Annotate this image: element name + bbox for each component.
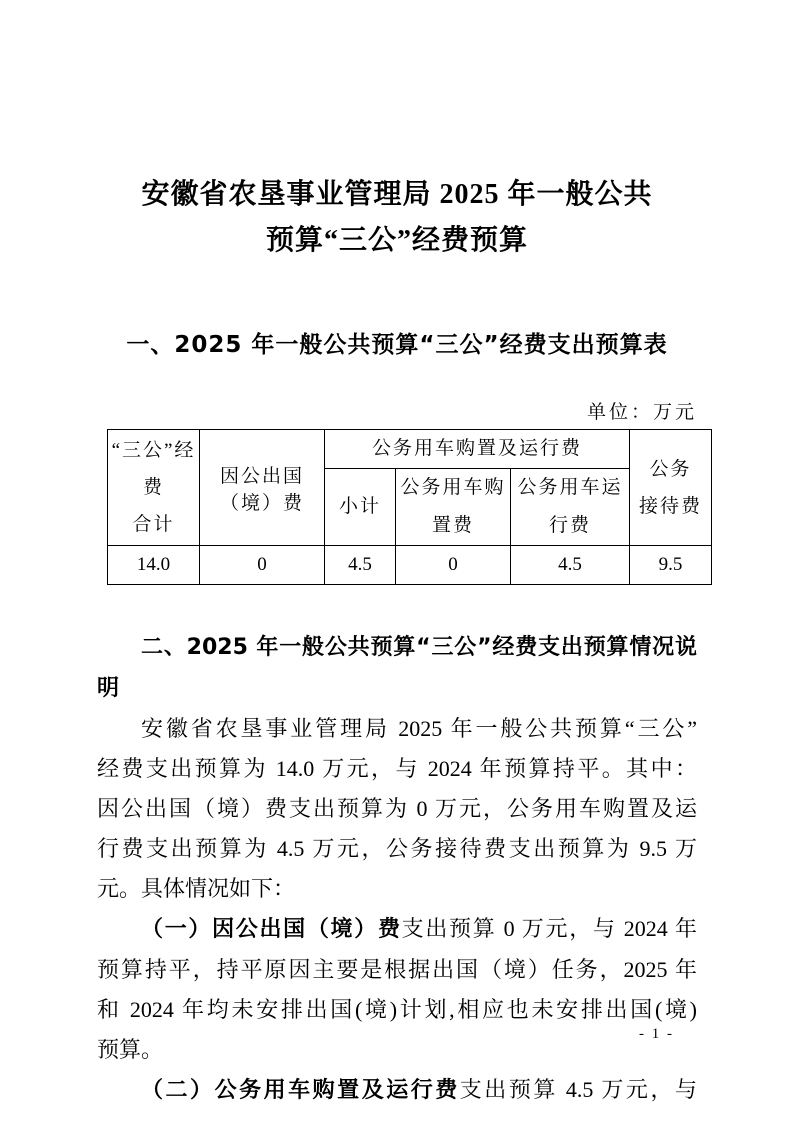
value-vehicle-operation: 4.5 — [511, 546, 630, 585]
value-vehicle-subtotal: 4.5 — [325, 546, 396, 585]
table-data-row — [108, 546, 712, 585]
bold-lead-in: （一）因公出国（境）费 — [141, 917, 402, 942]
body-text-line: 行费支出预算为 4.5 万元，公务接待费支出预算为 9.5 万 — [97, 836, 697, 861]
header-sangong-total — [108, 430, 200, 546]
value-vehicle-purchase: 0 — [396, 546, 511, 585]
body-text-line: 预算。 — [97, 1037, 164, 1062]
bold-lead-in: 二、2025 年一般公共预算“三公”经费支出预算情况说明 — [97, 635, 697, 701]
body-text-line: 经费支出预算为 14.0 万元，与 2024 年预算持平。其中： — [97, 756, 697, 781]
header-sangong-total-line2: 合计 — [132, 514, 175, 535]
body-text-line: 和 2024 年均未安排出国(境)计划,相应也未安排出国(境) — [97, 997, 697, 1022]
header-vehicle-group: 公务用车购置及运行费 — [325, 430, 630, 469]
unit-label: 单位：万元 — [586, 402, 697, 423]
budget-table — [107, 429, 712, 585]
header-reception-fee — [630, 430, 712, 546]
header-abroad-fee: 因公出国（境）费 — [200, 430, 325, 546]
body-text-line: 安徽省农垦事业管理局 2025 年一般公共预算“三公” — [141, 716, 697, 741]
body-text-line: （二）公务用车购置及运行费支出预算 4.5 万元，与 — [141, 1077, 697, 1103]
document-title-line-1: 安徽省农垦事业管理局 2025 年一般公共 — [141, 179, 653, 210]
bold-lead-in: （二）公务用车购置及运行费 — [141, 1078, 460, 1103]
body-text-line: 因公出国（境）费支出预算为 0 万元，公务用车购置及运 — [97, 796, 697, 821]
header-vehicle-subtotal: 小计 — [325, 469, 396, 546]
value-abroad: 0 — [200, 546, 325, 585]
header-reception-line2: 接待费 — [639, 495, 703, 517]
document-title — [97, 0, 697, 264]
page-number: - 1 - — [639, 1026, 674, 1042]
section-1-heading: 一、2025 年一般公共预算“三公”经费支出预算表 — [126, 332, 668, 358]
body-text-line: 元。具体情况如下： — [97, 876, 296, 901]
section-2-heading — [97, 627, 697, 709]
value-reception: 9.5 — [630, 546, 712, 585]
header-vehicle-purchase: 公务用车购置费 — [396, 469, 511, 546]
section-2 — [97, 627, 697, 1111]
header-sangong-total-line1: “三公”经费 — [111, 440, 196, 498]
header-vehicle-operation: 公务用车运行费 — [511, 469, 630, 546]
header-reception-line1: 公务 — [649, 458, 692, 480]
body-text-line: （一）因公出国（境）费支出预算 0 万元，与 2024 年 — [141, 916, 697, 942]
document-title-line-2: 预算“三公”经费预算 — [265, 225, 528, 256]
value-sangong-total: 14.0 — [108, 546, 200, 585]
body-text-line: 预算持平，持平原因主要是根据出国（境）任务，2025 年 — [97, 957, 697, 982]
